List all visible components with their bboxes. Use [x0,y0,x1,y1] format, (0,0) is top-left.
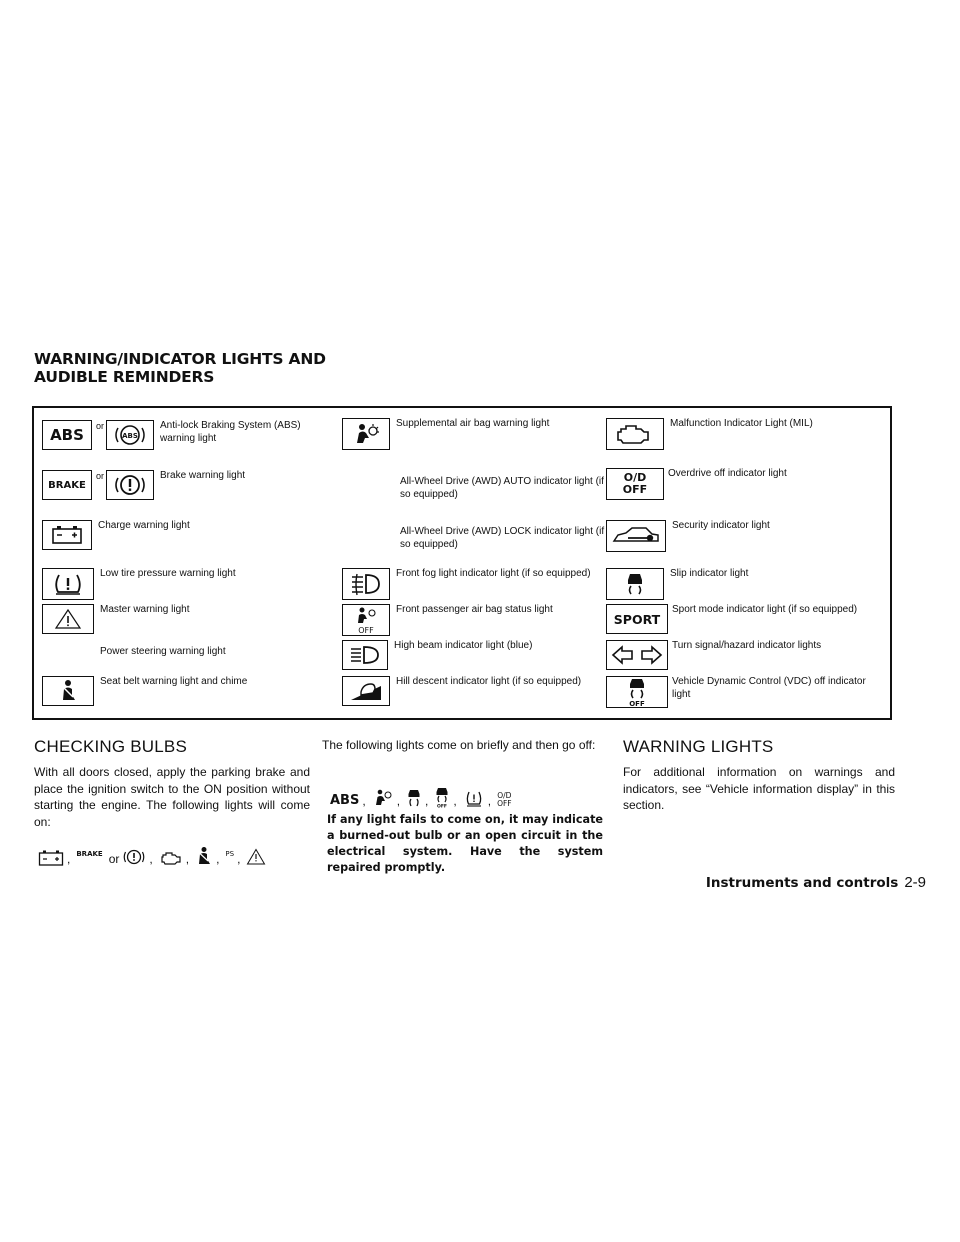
engine-icon [606,418,664,450]
battery-icon [38,850,64,866]
entry-brake: BRAKE or Brake warning light [42,470,320,500]
entry-awd-auto: All-Wheel Drive (AWD) AUTO indicator light (if so equipped) [342,476,610,501]
entry-highbeam: High beam indicator light (blue) [342,640,604,670]
checking-bulbs-text: With all doors closed, apply the parking brake and place the ignition switch to the ON position without starting the engine. The following lights will come on: [34,765,310,829]
entry-slip: Slip indicator light [606,568,870,600]
tire-pressure-icon [42,568,94,600]
airbag-icon [372,788,394,808]
security-car-icon [606,520,666,552]
entry-pass-airbag: OFF Front passenger air bag status light [342,604,606,636]
slip-car-icon [606,568,664,600]
on-lights-row: , BRAKE or , , , PS , [38,846,266,866]
passenger-airbag-icon [342,604,390,636]
entry-master: Master warning light [42,604,300,634]
od-off-icon: O/D OFF [497,791,512,808]
entry-turn: Turn signal/hazard indicator lights [606,640,882,670]
footer-section: Instruments and controls [705,875,899,891]
brief-lights-text: The following lights come on briefly and then go off: [322,738,596,752]
master-warning-icon [246,848,266,866]
awd-lock-icon [342,526,390,550]
brake-circle-icon [122,848,146,866]
brake-circle-icon [106,470,154,500]
svg-text:OFF: OFF [629,700,645,707]
hill-descent-icon [342,676,390,706]
seatbelt-icon [195,846,213,866]
checking-bulbs-title: CHECKING BULBS [34,737,188,756]
tire-pressure-icon [463,790,485,808]
entry-mil: Malfunction Indicator Light (MIL) [606,418,870,450]
turn-signal-icon [606,640,668,670]
ps-icon: PS [225,850,235,858]
slip-car-icon [406,788,422,808]
entry-abs: ABS or ABS Anti-lock Braking System (ABS) warning light [42,420,320,450]
ps-icon [42,646,94,670]
seatbelt-icon [42,676,94,706]
entry-security: Security indicator light [606,520,872,552]
airbag-icon [342,418,390,450]
entry-od: O/D OFF Overdrive off indicator light [606,468,868,500]
section-heading: WARNING/INDICATOR LIGHTS AND AUDIBLE REMINDERS [34,350,326,386]
brief-lights-row: ABS , , , OFF , , O/D OFF [330,786,512,808]
brake-text-icon: BRAKE [76,850,103,858]
master-warning-icon [42,604,94,634]
high-beam-icon [342,640,388,670]
battery-icon [42,520,92,550]
page-number: 2-9 [904,874,926,891]
entry-tire: Low tire pressure warning light [42,568,300,600]
engine-icon [159,850,183,866]
vdc-off-icon [434,786,450,808]
svg-text:OFF: OFF [437,804,448,808]
entry-fog: Front fog light indicator light (if so equipped) [342,568,616,600]
entry-hill: Hill descent indicator light (if so equipped) [342,676,606,706]
brake-icon: BRAKE [42,470,92,500]
abs-icon: ABS [330,793,360,808]
burned-out-warning: If any light fails to come on, it may indicate a burned-out bulb or an open circuit in the electrical system. Have the system repaired promptly. [327,813,603,874]
vdc-off-icon [606,676,668,708]
svg-text:ABS: ABS [122,432,138,440]
sport-icon: SPORT [606,604,668,634]
fog-light-icon [342,568,390,600]
entry-sport: SPORT Sport mode indicator light (if so equipped) [606,604,882,634]
lights-table [32,406,892,720]
entry-awd-lock: All-Wheel Drive (AWD) LOCK indicator light (if so equipped) [342,526,610,551]
od-off-icon: O/D OFF [606,468,664,500]
entry-vdc: OFF Vehicle Dynamic Control (VDC) off indicator light [606,676,872,708]
entry-ps: Power steering warning light [42,646,300,670]
entry-charge: Charge warning light [42,520,298,550]
entry-seatbelt: Seat belt warning light and chime [42,676,300,706]
abs-circle-icon [106,420,154,450]
entry-airbag: Supplemental air bag warning light [342,418,606,450]
svg-text:OFF: OFF [358,626,374,635]
page-footer [706,874,926,891]
awd-auto-icon [342,476,390,500]
abs-icon: ABS [42,420,92,450]
warning-lights-title: WARNING LIGHTS [623,737,774,756]
warning-lights-text: For additional information on warnings and indicators, see “Vehicle information display” in this section. [623,765,895,812]
